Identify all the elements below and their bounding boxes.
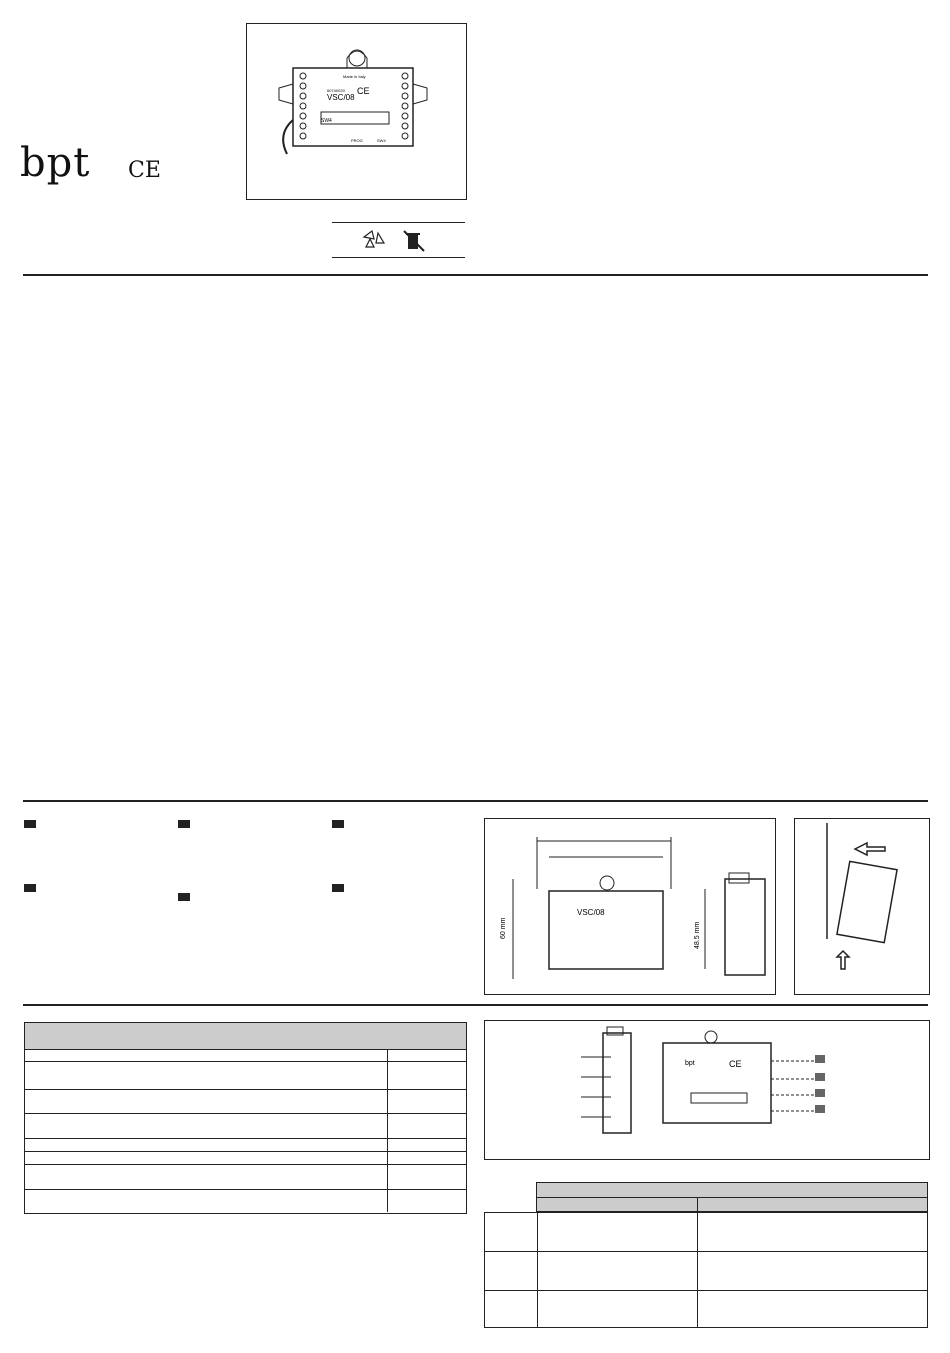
dim-device-model: VSC/08 xyxy=(577,908,605,917)
din-mount-drawing xyxy=(795,819,929,994)
prog-label: PROG xyxy=(351,138,363,143)
section-divider-2 xyxy=(23,800,928,802)
device-code: 60740020 xyxy=(327,88,345,93)
section-divider-3 xyxy=(23,1004,928,1006)
table-row xyxy=(25,1062,466,1090)
spec-table-header xyxy=(25,1023,466,1050)
table-row xyxy=(25,1139,466,1152)
sw4-label: SW4 xyxy=(321,118,332,124)
language-flag xyxy=(24,820,36,828)
device-ce: CE xyxy=(357,86,370,96)
selection-table xyxy=(484,1182,928,1328)
sw4-bottom-label: SW4 xyxy=(377,138,386,143)
language-flag xyxy=(178,820,190,828)
recycle-icon xyxy=(364,231,384,247)
bpt-logo: bpt xyxy=(20,140,91,186)
wiring-ce: CE xyxy=(729,1059,742,1069)
language-flag xyxy=(24,884,36,892)
table-row xyxy=(25,1152,466,1165)
height-label: 60 mm xyxy=(500,917,507,939)
table-row xyxy=(25,1090,466,1114)
wiring-logo: bpt xyxy=(685,1060,695,1067)
device-drawing-box xyxy=(246,23,467,200)
device-model: VSC/08 xyxy=(327,93,355,102)
din-mount-box xyxy=(794,818,930,995)
language-flag xyxy=(178,893,190,901)
selection-table-subheader xyxy=(536,1198,928,1212)
language-flag xyxy=(332,820,344,828)
made-in-label: Made in Italy xyxy=(343,74,366,79)
camera-icon xyxy=(815,1055,825,1113)
table-row xyxy=(25,1190,466,1212)
table-row xyxy=(25,1049,466,1062)
section-divider-1 xyxy=(23,274,928,276)
language-flag xyxy=(332,884,344,892)
dimension-drawing-box xyxy=(484,818,776,995)
depth-label: 48.5 mm xyxy=(694,921,701,949)
table-row xyxy=(25,1114,466,1139)
disposal-icons xyxy=(332,222,465,258)
ce-mark: CE xyxy=(128,158,161,183)
device-front-drawing xyxy=(247,24,466,199)
selection-table-header xyxy=(536,1182,928,1198)
specification-table xyxy=(24,1022,467,1214)
wiring-diagram-box xyxy=(484,1020,930,1160)
weee-bin-icon xyxy=(404,231,424,251)
selection-table-body xyxy=(484,1212,928,1328)
table-row xyxy=(25,1165,466,1190)
dimension-drawing xyxy=(485,819,775,994)
wiring-diagram xyxy=(485,1021,929,1159)
